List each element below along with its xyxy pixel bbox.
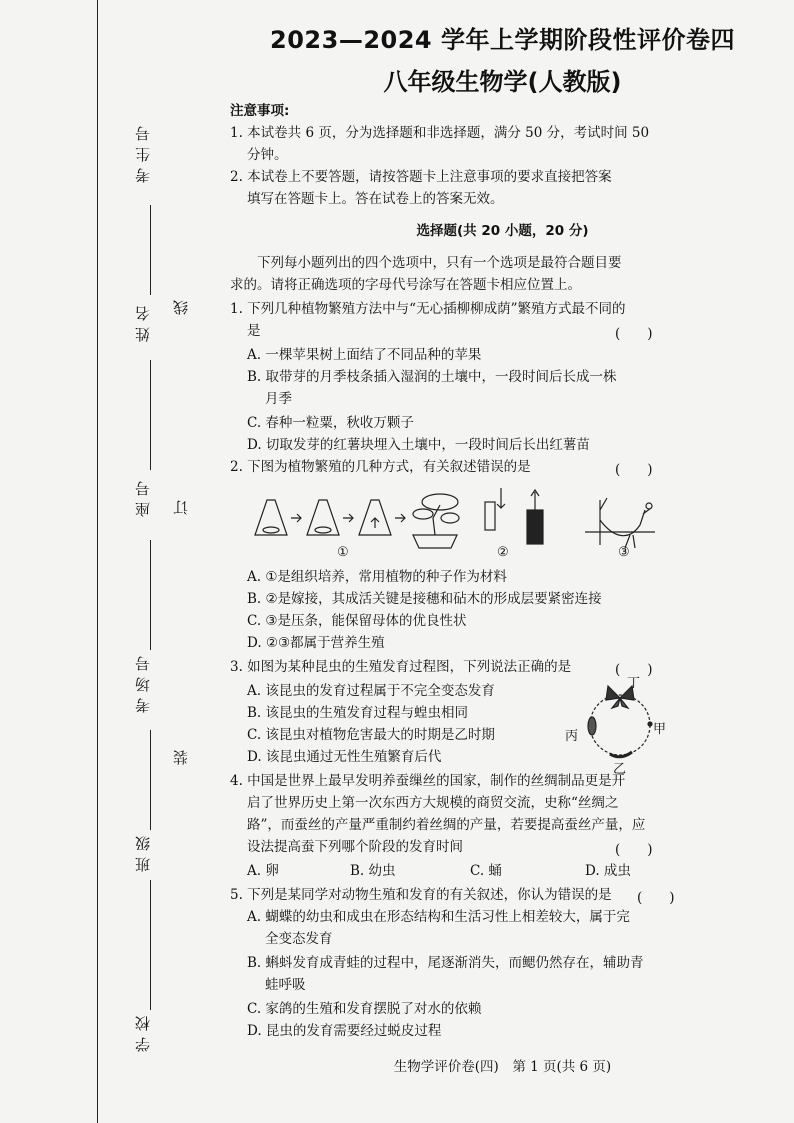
q2-fig-label-2: ② <box>497 545 509 560</box>
field-exam-number-line <box>150 205 151 295</box>
notice-item: 2. 本试卷上不要答题，请按答题卡上注意事项的要求直接把答案 <box>230 169 612 185</box>
q3-option-d: D. 该昆虫通过无性生殖繁育后代 <box>247 749 442 765</box>
q2-figure <box>245 480 665 560</box>
q2-option-d: D. ②③都属于营养生殖 <box>247 635 385 651</box>
field-seat-label: 座号 <box>134 475 152 517</box>
q2-option-c: C. ③是压条，能保留母体的优良性状 <box>247 613 467 629</box>
q1-option-d: D. 切取发芽的红薯块埋入土壤中，一段时间后长出红薯苗 <box>247 437 590 453</box>
pupa-icon <box>588 717 596 735</box>
layering-shoot <box>640 508 651 525</box>
notice-item: 分钟。 <box>247 147 288 163</box>
flask-icon <box>255 500 287 535</box>
binding-strip <box>0 0 205 1123</box>
q1-option-b: 月季 <box>265 391 292 407</box>
q2-answer-paren: ( ) <box>615 462 653 478</box>
q4-stem: 路”，而蚕丝的产量严重制约着丝绸的产量，若要提高蚕丝产量，应 <box>247 817 646 833</box>
graft-icon <box>527 510 543 544</box>
section-instruction: 求的。请将正确选项的字母代号涂写在答题卡相应位置上。 <box>230 277 581 293</box>
field-name-label: 姓名 <box>134 300 152 342</box>
q2-option-a: A. ①是组织培养，常用植物的种子作为材料 <box>247 569 507 585</box>
section-instruction: 下列每小题列出的四个选项中，只有一个选项是最符合题目要 <box>257 255 622 271</box>
q1-option-b: B. 取带芽的月季枝条插入湿润的土壤中，一段时间后长成一株 <box>247 369 617 385</box>
q2-fig-label-3: ③ <box>618 545 630 560</box>
q4-stem: 设法提高蚕下列哪个阶段的发育时间 <box>247 839 463 855</box>
q5-option-b: B. 蝌蚪发育成青蛙的过程中，尾逐渐消失，而鳃仍然存在，辅助青 <box>247 955 644 971</box>
q5-option-a: 全变态发育 <box>265 931 333 947</box>
q4-stem: 4. 中国是世界上最早发明养蚕缫丝的国家，制作的丝绸制品更是开 <box>230 773 626 789</box>
mark-xian: 线 <box>172 300 190 315</box>
q3-fig-label-yi: 乙 <box>613 762 627 777</box>
field-exam-room-label: 考场号 <box>134 650 152 713</box>
q4-option-b: B. 幼虫 <box>350 863 396 879</box>
q2-option-b: B. ②是嫁接，其成活关键是接穗和砧木的形成层要紧密连接 <box>247 591 602 607</box>
q5-option-b: 蛙呼吸 <box>265 977 306 993</box>
q3-answer-paren: ( ) <box>615 662 653 678</box>
notice-item: 填写在答题卡上。答在试卷上的答案无效。 <box>247 191 504 207</box>
exam-title: 2023—2024 学年上学期阶段性评价卷四 <box>270 26 735 54</box>
q4-option-c: C. 蛹 <box>470 863 502 879</box>
q5-option-a: A. 蝴蝶的幼虫和成虫在形态结构和生活习性上相差较大，属于完 <box>247 909 630 925</box>
field-seat-line <box>150 540 151 650</box>
q1-option-a: A. 一棵苹果树上面结了不同品种的苹果 <box>247 347 482 363</box>
q4-option-d: D. 成虫 <box>585 863 631 879</box>
q1-answer-paren: ( ) <box>615 326 653 342</box>
q3-stem: 3. 如图为某种昆虫的生殖发育过程图，下列说法正确的是 <box>230 659 572 675</box>
q3-fig-label-jia: 甲 <box>653 722 667 737</box>
notice-item: 1. 本试卷共 6 页，分为选择题和非选择题，满分 50 分，考试时间 50 <box>230 125 650 141</box>
q3-option-a: A. 该昆虫的发育过程属于不完全变态发育 <box>247 683 495 699</box>
pot-icon <box>413 535 457 548</box>
q2-fig-label-1: ① <box>337 545 349 560</box>
q3-lifecycle-figure <box>580 680 660 770</box>
mark-zhuang: 装 <box>172 750 190 765</box>
q1-stem: 是 <box>247 323 261 339</box>
q1-option-c: C. 春种一粒粟，秋收万颗子 <box>247 415 414 431</box>
q3-fig-label-bing: 丙 <box>565 729 579 744</box>
q4-option-a: A. 卵 <box>247 863 279 879</box>
q1-stem: 1. 下列几种植物繁殖方法中与“无心插柳柳成荫”繁殖方式最不同的 <box>230 301 626 317</box>
q2-stem: 2. 下图为植物繁殖的几种方式，有关叙述错误的是 <box>230 459 531 475</box>
q3-option-c: C. 该昆虫对植物危害最大的时期是乙时期 <box>247 727 495 743</box>
cut-line <box>97 0 98 1123</box>
field-exam-number-label: 考生号 <box>134 120 152 183</box>
q3-option-b: B. 该昆虫的生殖发育过程与蝗虫相同 <box>247 705 469 721</box>
field-class-line <box>150 880 151 1010</box>
section-title: 选择题(共 20 小题，20 分) <box>416 223 589 239</box>
egg-icon <box>648 722 652 726</box>
exam-subtitle: 八年级生物学(人教版) <box>383 68 622 96</box>
field-school-label: 学校 <box>134 1010 152 1052</box>
field-class-label: 班级 <box>134 830 152 872</box>
q4-stem: 启了世界历史上第一次东西方大规模的商贸交流，史称“丝绸之 <box>247 795 619 811</box>
page-footer: 生物学评价卷(四) 第 1 页(共 6 页) <box>393 1059 612 1075</box>
mark-ding: 订 <box>172 500 190 515</box>
flask-icon <box>307 500 339 535</box>
q5-option-c: C. 家鸽的生殖和发育摆脱了对水的依赖 <box>247 1001 482 1017</box>
q3-fig-label-ding: 丁 <box>627 676 641 691</box>
notice-heading: 注意事项: <box>230 103 290 119</box>
q5-stem: 5. 下列是某同学对动物生殖和发育的有关叙述，你认为错误的是 <box>230 887 612 903</box>
q5-option-d: D. 昆虫的发育需要经过蜕皮过程 <box>247 1023 442 1039</box>
q5-answer-paren: ( ) <box>637 890 675 906</box>
field-exam-room-line <box>150 730 151 830</box>
stock-icon <box>485 502 495 530</box>
q4-answer-paren: ( ) <box>615 842 653 858</box>
field-name-line <box>150 360 151 470</box>
